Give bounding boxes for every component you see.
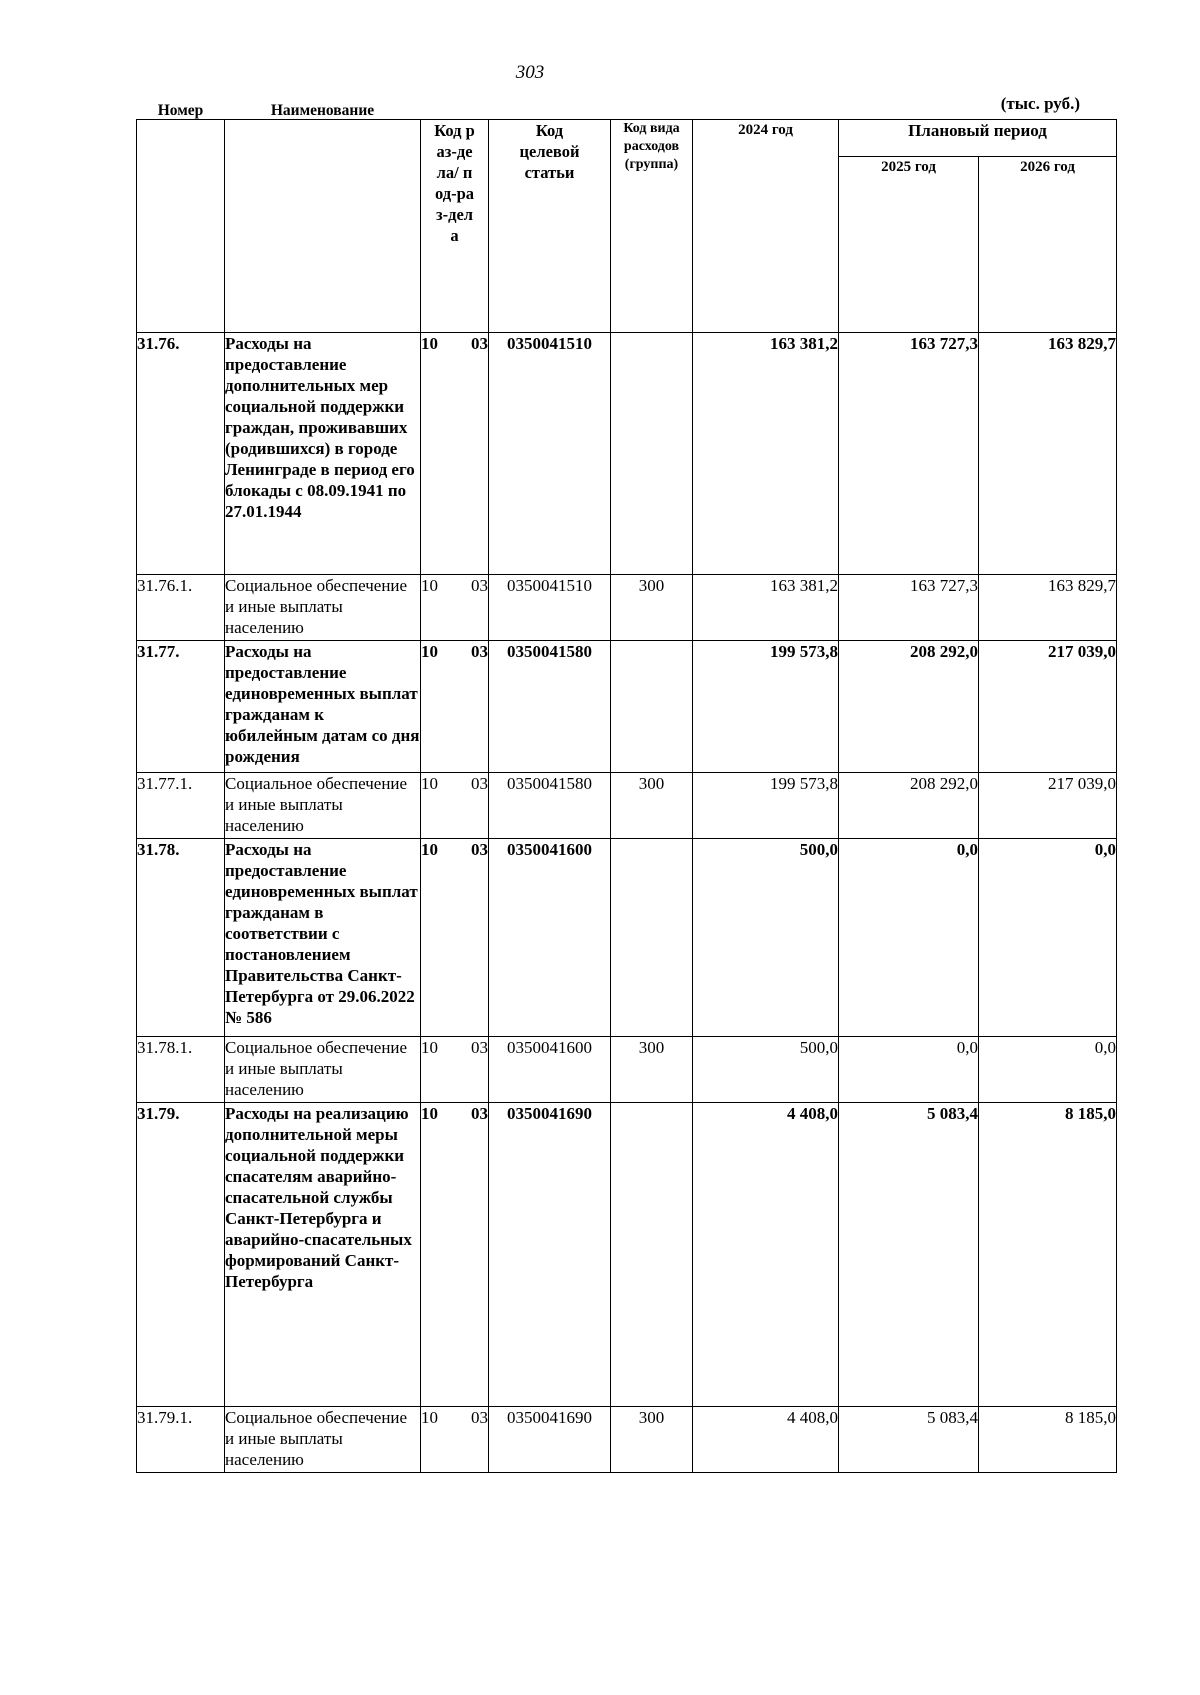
- row-amount-2026: 0,0: [979, 1037, 1117, 1103]
- row-expense-type: 300: [611, 1407, 693, 1473]
- row-amount-2025: 163 727,3: [839, 575, 979, 641]
- row-number: 31.79.1.: [137, 1407, 225, 1473]
- header-year-2025: 2025 год: [839, 157, 979, 333]
- row-section-code: [421, 839, 489, 1037]
- header-number: Номер: [137, 120, 225, 333]
- row-target-code: 0350041600: [489, 1037, 611, 1103]
- row-razdel: 10: [421, 1408, 438, 1427]
- row-section-code: [421, 1407, 489, 1473]
- row-name: Расходы на предоставление единовременных выплат гражданам к юбилейным датам со дня рождения: [225, 641, 421, 773]
- row-razdel: 10: [421, 840, 438, 859]
- header-year-2026: 2026 год: [979, 157, 1117, 333]
- row-amount-2025: 208 292,0: [839, 773, 979, 839]
- units-label: (тыс. руб.): [1000, 94, 1080, 113]
- row-razdel: 10: [421, 334, 438, 353]
- row-podrazdel: 03: [471, 642, 488, 661]
- header-name: Наименование: [225, 120, 421, 333]
- row-name: Расходы на предоставление дополнительных мер социальной поддержки граждан, проживавших (родившихся) в городе Ленинграде в период его блокады с 08.09.1941 по 27.01.1944: [225, 333, 421, 575]
- row-amount-2024: 163 381,2: [693, 575, 839, 641]
- row-number: 31.78.1.: [137, 1037, 225, 1103]
- row-number: 31.76.: [137, 333, 225, 575]
- row-target-code: 0350041600: [489, 839, 611, 1037]
- row-amount-2025: 163 727,3: [839, 333, 979, 575]
- row-section-code: [421, 1103, 489, 1407]
- row-podrazdel: 03: [471, 840, 488, 859]
- row-expense-type: 300: [611, 575, 693, 641]
- row-amount-2026: 8 185,0: [979, 1407, 1117, 1473]
- page-number: 303: [515, 62, 545, 83]
- row-section-code: [421, 773, 489, 839]
- row-amount-2025: 208 292,0: [839, 641, 979, 773]
- table-row: [137, 773, 1117, 839]
- row-amount-2024: 500,0: [693, 839, 839, 1037]
- row-target-code: 0350041580: [489, 773, 611, 839]
- row-section-code: [421, 333, 489, 575]
- header-target-code: Код целевой статьи: [489, 120, 611, 333]
- row-amount-2026: 163 829,7: [979, 575, 1117, 641]
- row-podrazdel: 03: [471, 1104, 488, 1123]
- row-amount-2026: 0,0: [979, 839, 1117, 1037]
- row-amount-2026: 163 829,7: [979, 333, 1117, 575]
- row-name: Социальное обеспечение и иные выплаты населению: [225, 1407, 421, 1473]
- row-expense-type: 300: [611, 773, 693, 839]
- row-target-code: 0350041580: [489, 641, 611, 773]
- header-expense-type-code: Код вида расходов (группа): [611, 120, 693, 333]
- row-number: 31.78.: [137, 839, 225, 1037]
- row-target-code: 0350041510: [489, 333, 611, 575]
- row-section-code: [421, 1037, 489, 1103]
- row-number: 31.79.: [137, 1103, 225, 1407]
- row-expense-type: [611, 839, 693, 1037]
- table-row: [137, 1103, 1117, 1407]
- row-amount-2025: 0,0: [839, 1037, 979, 1103]
- table-row: [137, 641, 1117, 773]
- row-amount-2024: 199 573,8: [693, 641, 839, 773]
- row-target-code: 0350041690: [489, 1103, 611, 1407]
- row-podrazdel: 03: [471, 774, 488, 793]
- row-name: Расходы на реализацию дополнительной меры социальной поддержки спасателям аварийно-спасательной службы Санкт-Петербурга и аварийно-спасательных формирований Санкт-Петербурга: [225, 1103, 421, 1407]
- row-target-code: 0350041690: [489, 1407, 611, 1473]
- row-name: Социальное обеспечение и иные выплаты населению: [225, 1037, 421, 1103]
- row-podrazdel: 03: [471, 1038, 488, 1057]
- row-expense-type: [611, 333, 693, 575]
- row-expense-type: [611, 641, 693, 773]
- row-razdel: 10: [421, 1104, 438, 1123]
- row-razdel: 10: [421, 576, 438, 595]
- row-name: Социальное обеспечение и иные выплаты населению: [225, 575, 421, 641]
- row-number: 31.77.1.: [137, 773, 225, 839]
- row-amount-2024: 199 573,8: [693, 773, 839, 839]
- row-expense-type: 300: [611, 1037, 693, 1103]
- row-amount-2026: 217 039,0: [979, 773, 1117, 839]
- row-name: Расходы на предоставление единовременных выплат гражданам в соответствии с постановлением Правительства Санкт-Петербурга от 29.06.2022 № 586: [225, 839, 421, 1037]
- row-number: 31.77.: [137, 641, 225, 773]
- row-amount-2025: 0,0: [839, 839, 979, 1037]
- row-podrazdel: 03: [471, 1408, 488, 1427]
- row-amount-2024: 500,0: [693, 1037, 839, 1103]
- row-amount-2025: 5 083,4: [839, 1103, 979, 1407]
- row-razdel: 10: [421, 1038, 438, 1057]
- row-amount-2024: 163 381,2: [693, 333, 839, 575]
- table-body: [137, 333, 1117, 1473]
- row-name: Социальное обеспечение и иные выплаты населению: [225, 773, 421, 839]
- row-podrazdel: 03: [471, 334, 488, 353]
- row-section-code: [421, 641, 489, 773]
- row-number: 31.76.1.: [137, 575, 225, 641]
- header-planning-period: Плановый период: [839, 120, 1117, 157]
- table-row: [137, 333, 1117, 575]
- table-row: [137, 1407, 1117, 1473]
- row-amount-2026: 8 185,0: [979, 1103, 1117, 1407]
- header-year-2024: 2024 год: [693, 120, 839, 333]
- table-row: [137, 839, 1117, 1037]
- row-section-code: [421, 575, 489, 641]
- row-target-code: 0350041510: [489, 575, 611, 641]
- table-row: [137, 575, 1117, 641]
- row-amount-2024: 4 408,0: [693, 1103, 839, 1407]
- row-amount-2024: 4 408,0: [693, 1407, 839, 1473]
- table-row: [137, 1037, 1117, 1103]
- row-expense-type: [611, 1103, 693, 1407]
- header-section-code: Код раз-дела/ под-раз-дела: [421, 120, 489, 333]
- row-razdel: 10: [421, 774, 438, 793]
- row-amount-2025: 5 083,4: [839, 1407, 979, 1473]
- row-amount-2026: 217 039,0: [979, 641, 1117, 773]
- row-podrazdel: 03: [471, 576, 488, 595]
- row-razdel: 10: [421, 642, 438, 661]
